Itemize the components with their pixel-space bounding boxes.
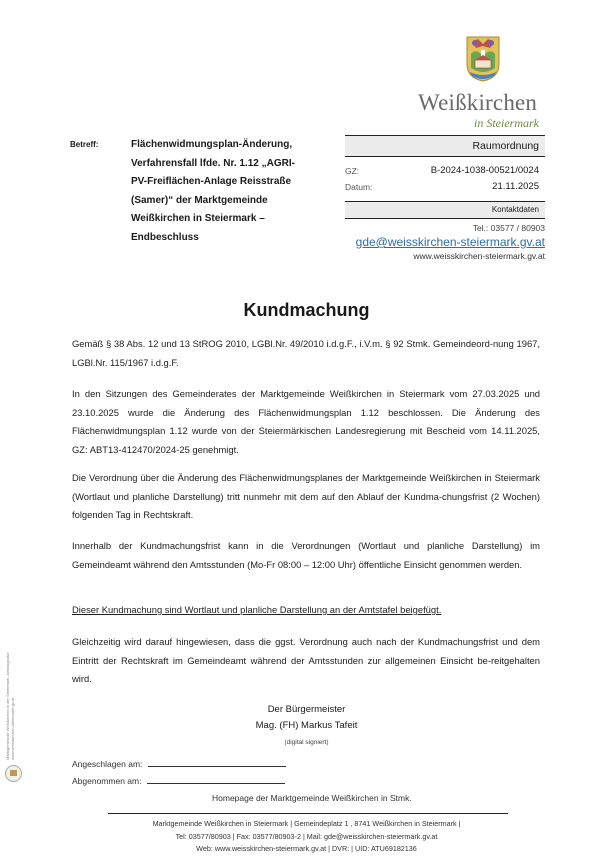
signature-name: Mag. (FH) Markus Tafeit (255, 720, 358, 731)
subject-text (131, 136, 341, 247)
coat-of-arms-icon (466, 36, 500, 82)
footer (0, 818, 613, 856)
department-band: Raumordnung (345, 135, 545, 157)
footer-divider (108, 813, 508, 814)
municipality-name: Weißkirchen (418, 90, 538, 115)
date-value: 21.11.2025 (492, 181, 539, 192)
removed-on-row (72, 774, 285, 786)
subject-line: Weißkirchen in Steiermark – (131, 213, 265, 224)
case-number-value: B-2024-1038-00521/0024 (430, 165, 539, 176)
municipality-logo (418, 36, 548, 130)
stamp-text-line: Marktgemeinde Weißkirchen in der Steiermark, Amtssignatur (5, 652, 10, 760)
stamp-text-line: www.weisskirchen-steiermark.gv.at (10, 698, 15, 760)
subject-line: (Samer)“ der Marktgemeinde (131, 194, 268, 206)
official-signature-stamp (2, 632, 24, 787)
paragraph-effective: Die Verordnung über die Änderung des Flächenwidmungsplanes der Marktgemeinde Weißkirchen in Steiermark (Wortlaut und planliche Darstellung) tritt nunmehr mit dem auf den Ablauf der Kundma-chungsfrist (2 Wochen) folgenden Tag in Rechtskraft. (72, 472, 540, 520)
case-number-row (345, 163, 545, 179)
municipality-subtitle: in Steiermark (474, 116, 539, 130)
signature-note: (digital signiert) (284, 739, 329, 746)
paragraph-inspection: Innerhalb der Kundmachungsfrist kann in die Verordnungen (Wortlaut und planliche Darstellung) im Gemeindeamt während den Amtsstunden (Mo-Fr 08:00 – 12:00 Uhr) öffentliche Einsicht genommen werden. (72, 540, 540, 570)
removed-on-field (147, 774, 285, 784)
paragraph-availability: Gleichzeitig wird darauf hingewiesen, dass die ggst. Verordnung auch nach der Kundmachungsfrist und dem Eintritt der Rechtskraft im Gemeindeamt während der Amtsstunden zur allgemeinen Einsicht be-reitgehalten wird. (72, 636, 540, 684)
footer-web: Web: www.weisskirchen-steiermark.gv.at | DVR: | UID: ATU69182136 (196, 844, 417, 853)
footer-address: Marktgemeinde Weißkirchen in Steiermark | Gemeindeplatz 1 , 8741 Weißkirchen in Steiermark | (152, 819, 461, 828)
paragraph-legal-basis: Gemäß § 38 Abs. 12 und 13 StROG 2010, LGBl.Nr. 49/2010 i.d.g.F., i.V.m. § 92 Stmk. Gemeindeord-nung 1967, LGBl.Nr. 115/1967 i.d.g.F. (72, 338, 540, 368)
stamp-text (5, 632, 15, 760)
contact-email-link[interactable]: gde@weisskirchen-steiermark.gv.at (355, 235, 545, 249)
subject-line: Endbeschluss (131, 231, 199, 243)
posted-on-row (72, 757, 286, 769)
contact-website: www.weisskirchen-steiermark.gv.at (413, 251, 545, 261)
footer-contact: Tel: 03577/80903 | Fax: 03577/80903-2 | Mail: gde@weisskirchen-steiermark.gv.at (175, 831, 438, 841)
document-title: Kundmachung (243, 300, 370, 320)
removed-on-label: Abgenommen am: (72, 776, 142, 786)
paragraph-attachment-note: Dieser Kundmachung sind Wortlaut und planliche Darstellung an der Amtstafel beigefügt. (72, 604, 442, 615)
date-label: Datum: (345, 182, 373, 192)
posted-on-field (148, 757, 286, 767)
reference-info-box (345, 135, 545, 262)
subject-label: Betreff: (70, 140, 99, 149)
case-number-label: GZ: (345, 166, 360, 176)
subject-line: PV-Freiflächen-Anlage Reisstraße (131, 176, 292, 187)
homepage-note: Homepage der Marktgemeinde Weißkirchen in Stmk. (212, 793, 412, 803)
contact-header: Kontaktdaten (345, 201, 545, 219)
subject-line: Flächenwidmungsplan-Änderung, (131, 139, 293, 150)
contact-phone: Tel.: 03577 / 80903 (472, 223, 545, 233)
posted-on-label: Angeschlagen am: (72, 759, 143, 769)
signature-seal-icon (5, 765, 22, 782)
signature-role: Der Bürgermeister (267, 704, 346, 715)
paragraph-resolution: In den Sitzungen des Gemeinderates der Marktgemeinde Weißkirchen in Steiermark vom 27.03.2025 und 23.10.2025 wurde die Änderung des Flächenwidmungsplan 1.12 beschlossen. Die Änderung des Flächenwidmungsplan 1.12 wurde von der Steiermärkischen Landesregierung mit Bescheid vom 14.11.2025, GZ: ABT13-412470/2024-25 genehmigt. (72, 388, 540, 455)
subject-line: Verfahrensfall lfde. Nr. 1.12 „AGRI- (131, 157, 295, 169)
date-row (345, 179, 545, 195)
